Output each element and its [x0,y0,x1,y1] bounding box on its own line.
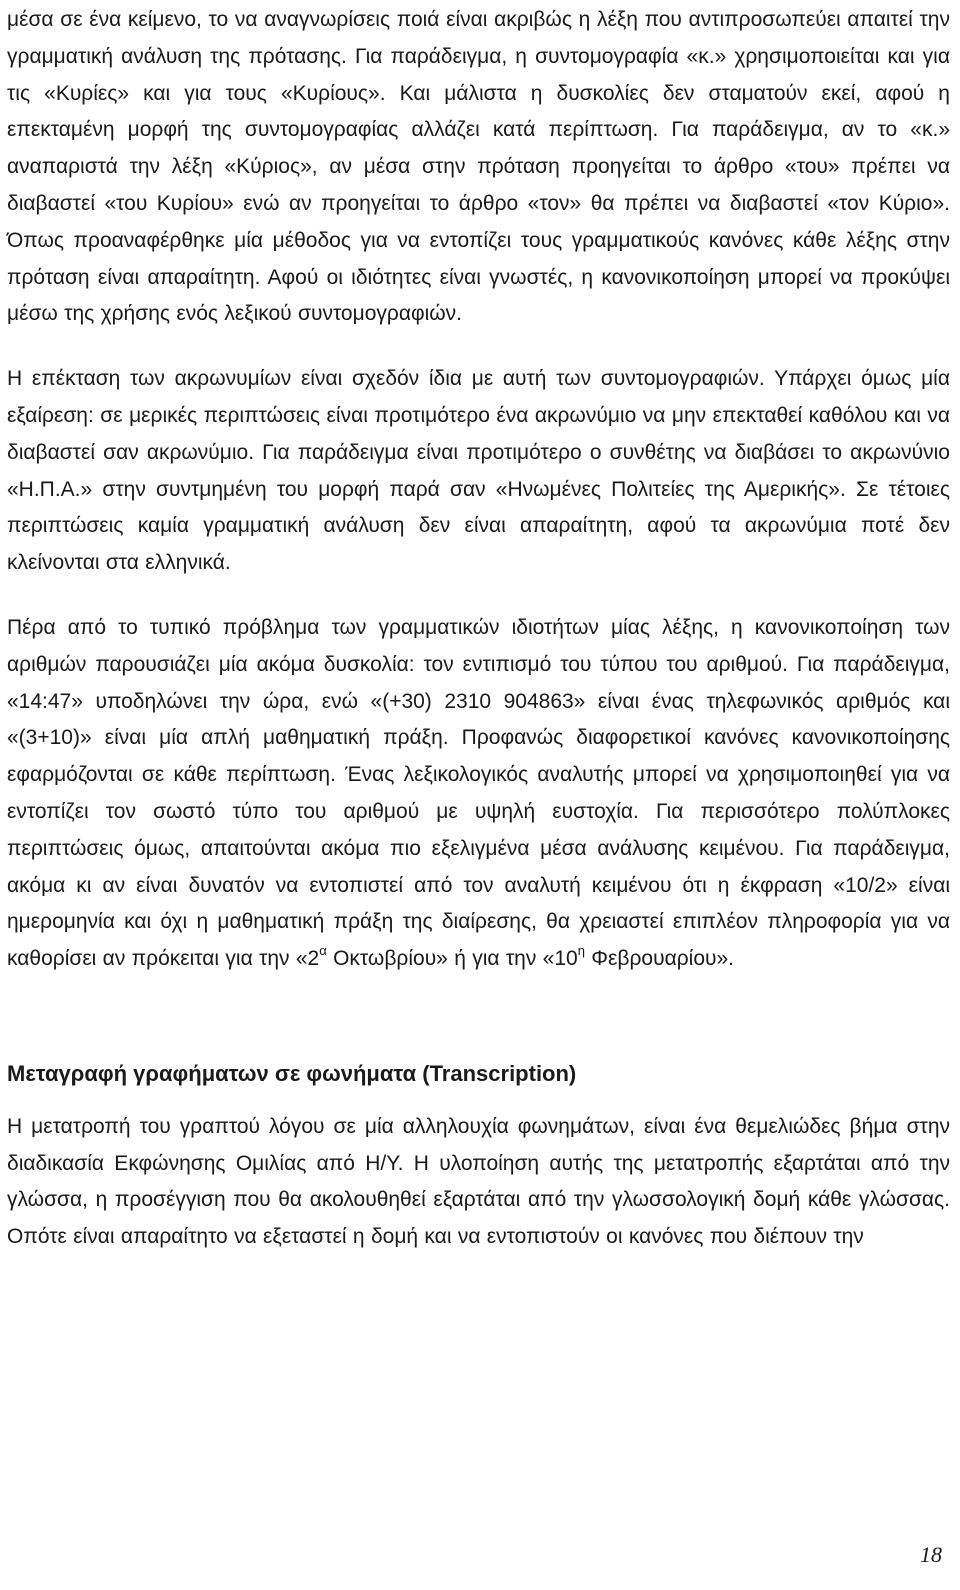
body-paragraph-abbreviations: μέσα σε ένα κείμενο, το να αναγνωρίσεις ποιά είναι ακριβώς η λέξη που αντιπροσωπεύει απαιτεί την γραμματική ανάλυση της πρότασης. Για παράδειγμα, η συντομογραφία «κ.» χρησιμοποιείται και για τις «Κυρίες» και για τους «Κυρίους». Και μάλιστα η δυσκολίες δεν σταματούν εκεί, αφού η επεκταμένη μορφή της συντομογραφίας αλλάζει κατά περίπτωση. Για παράδειγμα, αν το «κ.» αναπαριστά την λέξη «Κύριος», αν μέσα στην πρόταση προηγείται το άρθρο «του» πρέπει να διαβαστεί «του Κυρίου» ενώ αν προηγείται το άρθρο «τον» θα πρέπει να διαβαστεί «τον Κύριο». Όπως προαναφέρθηκε μία μέθοδος για να εντοπίζει τους γραμματικούς κανόνες κάθε λέξης στην πρόταση είναι απαραίτητη. Αφού οι ιδιότητες είναι γνωστές, η κανονικοποίηση μπορεί να προκύψει μέσω της χρήσης ενός λεξικού συντομογραφιών. [7,8,950,326]
paragraph-text-segment: Οκτωβρίου» ή για την «10 [326,947,578,971]
body-paragraph-acronyms: Η επέκταση των ακρωνυμίων είναι σχεδόν ίδια με αυτή των συντομογραφιών. Υπάρχει όμως μία εξαίρεση: σε μερικές περιπτώσεις είναι προτιμότερο ένα ακρωνύμιο να μην επεκταθεί καθόλου και να διαβαστεί σαν ακρωνύμιο. Για παράδειγμα είναι προτιμότερο ο συνθέτης να διαβάσει το ακρωνύνιο «Η.Π.Α.» στην συντμημένη του μορφή παρά σαν «Ηνωμένες Πολιτείες της Αμερικής». Σε τέτοιες περιπτώσεις καμία γραμματική ανάλυση δεν είναι απαραίτητη, αφού τα ακρωνύμια ποτέ δεν κλείνονται στα ελληνικά. [7,367,950,575]
page-number: 18 [920,1542,942,1567]
ordinal-superscript: α [319,943,327,959]
section-heading: Μεταγραφή γραφήματων σε φωνήματα (Transcription) [7,1060,577,1086]
paragraph-text-segment: Φεβρουαρίου». [584,947,735,971]
ordinal-superscript: η [577,943,585,959]
body-paragraph-numbers [7,610,950,978]
body-paragraph-transcription: Η μετατροπή του γραπτού λόγου σε μία αλληλουχία φωνημάτων, είναι ένα θεμελιώδες βήμα στην διαδικασία Εκφώνησης Ομιλίας από Η/Υ. Η υλοποίηση αυτής της μετατροπής εξαρτάται από την γλώσσα, η προσέγγιση που θα ακολουθηθεί εξαρτάται από την γλωσσολογική δομή κάθε γλώσσας. Οπότε είναι απαραίτητο να εξεταστεί η δομή και να εντοπιστούν οι κανόνες που διέπουν την [7,1114,950,1249]
paragraph-text-segment: Πέρα από το τυπικό πρόβλημα των γραμματικών ιδιοτήτων μίας λέξης, η κανονικοποίηση των αριθμών παρουσιάζει μία ακόμα δυσκολία: τον εντιπισμό του τύπου του αριθμού. Για παράδειγμα, «14:47» υποδηλώνει την ώρα, ενώ «(+30) 2310 904863» είναι ένας τηλεφωνικός αριθμός και «(3+10)» είναι μία απλή μαθηματική πράξη. Προφανώς διαφορετικοί κανόνες κανονικοποίησης εφαρμόζονται σε κάθε περίπτωση. Ένας λεξικολογικός αναλυτής μπορεί να χρησιμοποιηθεί για να εντοπίζει τον σωστό τύπο του αριθμού με υψηλή ευστοχία. Για περισσότερο πολύπλοκες περιπτώσεις όμως, απαιτούνται ακόμα πιο εξελιγμένα μέσα ανάλυσης κειμένου. Για παράδειγμα, ακόμα κι αν είναι δυνατόν να εντοπιστεί από τον αναλυτή κειμένου ότι η έκφραση «10/2» είναι ημερομηνία και όχι η μαθηματική πράξη της διαίρεσης, θα χρειαστεί επιπλέον πληροφορία για να καθορίσει αν πρόκειται για την «2 [7,615,950,971]
